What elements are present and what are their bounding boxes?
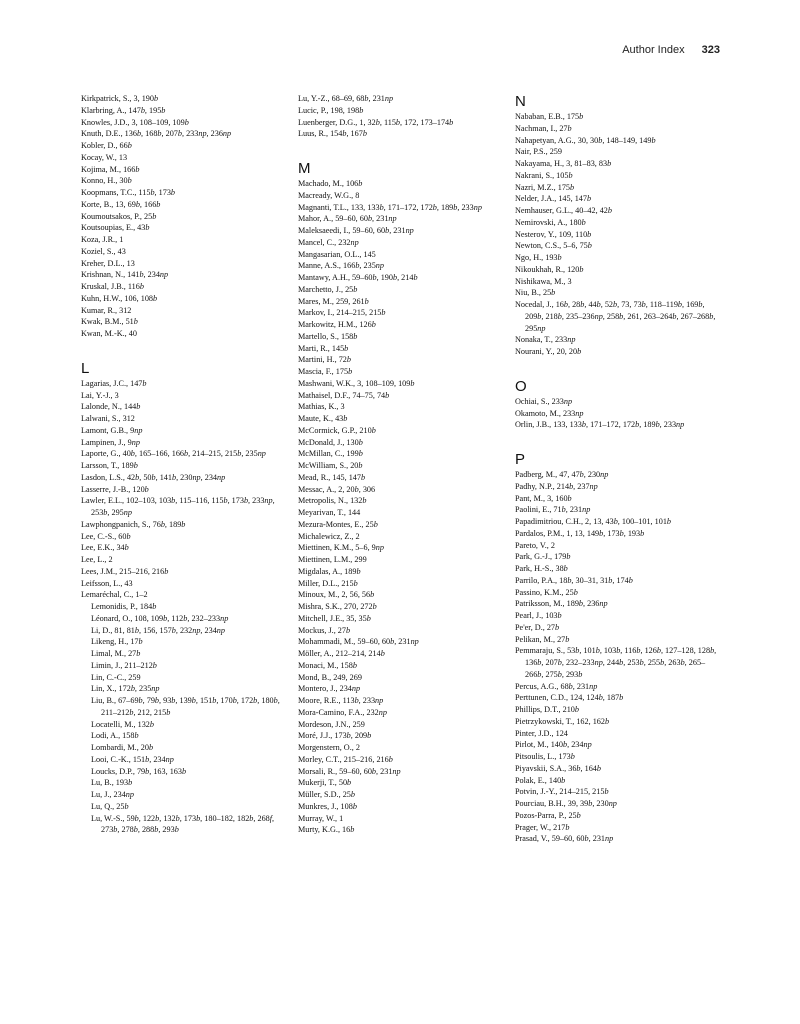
index-entry: McDonald, J., 130b [298, 437, 363, 447]
index-entry: Magnanti, T.L., 133, 133b, 171–172, 172b, 189b, 233np [298, 202, 482, 212]
index-entry: Nachman, I., 27b [515, 123, 572, 133]
index-entry: Lawler, E.L., 102–103, 103b, 115–116, 115b, 173b, 233np, 253b, 295np [81, 496, 275, 517]
index-entry: Nababan, E.B., 175b [515, 112, 584, 121]
index-column-3 [515, 93, 720, 845]
index-entry: Luenberger, D.G., 1, 32b, 115b, 172, 173–174b [298, 117, 454, 127]
index-entry: Pardalos, P.M., 1, 13, 149b, 173b, 193b [515, 528, 645, 538]
index-entry: Likeng, H., 17b [91, 637, 143, 647]
index-entry: Pinter, J.D., 124 [515, 728, 568, 738]
index-entry: Koziel, S., 43 [81, 246, 126, 256]
index-entry: Minoux, M., 2, 56, 56b [298, 590, 375, 600]
index-entry: Lin, C.-C., 259 [91, 672, 141, 682]
index-entry: Pearl, J., 103b [515, 611, 562, 620]
index-entry: Lee, L., 2 [81, 555, 113, 564]
index-section [298, 93, 503, 140]
index-section [81, 93, 286, 340]
index-entry: Moore, R.E., 113b, 233np [298, 696, 384, 705]
index-entry: Korte, B., 13, 69b, 166b [81, 199, 161, 209]
index-entry: Lu, J., 234np [91, 790, 134, 799]
index-entry: Mahor, A., 59–60, 60b, 231np [298, 214, 397, 224]
index-entry: Knowles, J.D., 3, 108–109, 109b [81, 117, 189, 127]
index-entry: Mitchell, J.E., 35, 35b [298, 613, 371, 623]
index-entry: Mohammadi, M., 59–60, 60b, 231np [298, 637, 419, 647]
index-entry: Nakayama, H., 3, 81–83, 83b [515, 159, 612, 168]
index-entry: Nourani, Y., 20, 20b [515, 347, 582, 356]
index-entry: Lemaréchal, C., 1–2 [81, 590, 148, 600]
index-entry: Limal, M., 27b [91, 649, 141, 658]
index-entry: Maleksaeedi, I., 59–60, 60b, 231np [298, 226, 414, 235]
index-entry: Miller, D.L., 215b [298, 578, 358, 588]
index-entry: Phillips, D.T., 210b [515, 705, 579, 714]
page-number: 323 [701, 44, 720, 56]
index-entry: Kirkpatrick, S., 3, 190b [81, 94, 159, 103]
index-entry: Mathias, K., 3 [298, 402, 345, 412]
index-entry: Lombardi, M., 20b [91, 743, 154, 752]
index-entry: Mordeson, J.N., 259 [298, 719, 365, 729]
index-entry: Michalewicz, Z., 2 [298, 531, 360, 541]
index-entry: Marti, R., 145b [298, 343, 349, 353]
index-entry: Mockus, J., 27b [298, 625, 351, 635]
index-entry: Kumar, R., 312 [81, 305, 132, 315]
index-entry: Kreher, D.L., 13 [81, 258, 135, 268]
index-entry: Lalonde, N., 144b [81, 402, 141, 412]
index-entry: Lee, E.K., 34b [81, 543, 129, 553]
index-entry: Nishikawa, M., 3 [515, 276, 572, 286]
index-entry: Meyarivan, T., 144 [298, 508, 361, 517]
index-entry: Migdalas, A., 189b [298, 566, 361, 576]
index-entry: Nair, P.S., 259 [515, 147, 562, 157]
index-entry: Nesterov, Y., 109, 110b [515, 229, 592, 239]
index-entry: Kobler, D., 66b [81, 141, 132, 150]
index-entry: Murray, W., 1 [298, 813, 344, 823]
index-entry: McCormick, G.P., 210b [298, 425, 376, 435]
index-entry: Koumoutsakos, P., 25b [81, 211, 157, 221]
index-entry: Mangasarian, O.L., 145 [298, 249, 376, 259]
index-entry: Kocay, W., 13 [81, 152, 128, 162]
running-head-title: Author Index [622, 44, 685, 56]
index-entry: Pitsoulis, L., 173b [515, 752, 575, 761]
index-entry: Mancel, C., 232np [298, 237, 359, 247]
index-entry: Mashwani, W.K., 3, 108–109, 109b [298, 378, 415, 388]
index-entry: Prager, W., 217b [515, 822, 570, 832]
index-entry: Lu, W.-S., 59b, 122b, 132b, 173b, 180–182, 182b, 268f, 273b, 278b, 288b, 293b [91, 813, 275, 835]
index-entry: Müller, S.D., 25b [298, 790, 355, 799]
index-entry: Nazri, M.Z., 175b [515, 182, 575, 192]
index-entry: Moré, J.J., 173b, 209b [298, 731, 372, 741]
index-entry: Munkres, J., 108b [298, 801, 357, 811]
index-entry: Li, D., 81, 81b, 156, 157b, 232np, 234np [91, 625, 225, 635]
index-entry: Padhy, N.P., 214b, 237np [515, 481, 598, 491]
index-entry: McWilliam, S., 20b [298, 461, 363, 470]
index-entry: Murty, K.G., 16b [298, 825, 355, 835]
index-entry: Looi, C.-K., 151b, 234np [91, 754, 174, 764]
index-section-o [515, 378, 720, 431]
index-section-m [298, 160, 503, 836]
index-entry: Kuhn, H.W., 106, 108b [81, 293, 158, 303]
index-entry: Patriksson, M., 189b, 236np [515, 599, 608, 609]
index-entry: Park, G.-J., 179b [515, 552, 571, 562]
index-entry: Lalwani, S., 312 [81, 414, 135, 423]
running-head [622, 44, 720, 56]
index-entry: Pelikan, M., 27b [515, 634, 570, 644]
section-letter: N [515, 93, 526, 110]
index-entry: Kwan, M.-K., 40 [81, 329, 137, 338]
index-entry: Larsson, T., 189b [81, 461, 138, 470]
index-entry: Ngo, H., 193b [515, 253, 562, 262]
index-entry: Passino, K.M., 25b [515, 587, 578, 597]
index-entry: Metropolis, N., 132b [298, 496, 367, 506]
index-entry: Klarbring, A., 147b, 195b [81, 105, 166, 115]
index-entry: Lu, B., 193b [91, 778, 133, 788]
index-entry: Park, H.-S., 38b [515, 564, 568, 573]
index-entry: Nemirovski, A., 180b [515, 217, 586, 227]
index-entry: Pourciau, B.H., 39, 39b, 230np [515, 799, 617, 808]
index-entry: Mantawy, A.H., 59–60b, 190b, 214b [298, 273, 418, 282]
index-entry: Montero, J., 234np [298, 684, 361, 694]
index-entry: Lu, Q., 25b [91, 801, 129, 811]
index-entry: Morgenstern, O., 2 [298, 743, 360, 752]
index-entry: Pemmaraju, S., 53b, 101b, 103b, 116b, 126b, 127–128, 128b, 136b, 207b, 232–233np, 244b, 253b, 255b, 263b, 265–266b, 275b, 293b [515, 646, 717, 679]
index-entry: Nemhauser, G.L., 40–42, 42b [515, 206, 612, 215]
index-entry: Pe'er, D., 27b [515, 622, 560, 632]
index-entry: Mora-Camino, F.A., 232np [298, 707, 387, 717]
index-entry: Ochiai, S., 233np [515, 396, 573, 406]
index-entry: Pirlot, M., 140b, 234np [515, 740, 592, 750]
index-entry: Léonard, O., 108, 109b, 112b, 232–233np [91, 613, 229, 623]
section-letter: M [298, 160, 311, 177]
index-entry: Mathaisel, D.F., 74–75, 74b [298, 390, 390, 400]
index-entry: Laporte, G., 40b, 165–166, 166b, 214–215, 215b, 235np [81, 449, 266, 459]
index-entry: Koopmans, T.C., 115b, 173b [81, 188, 176, 197]
section-letter: P [515, 451, 526, 468]
index-entry: Monaci, M., 158b [298, 660, 357, 670]
index-entry: Koza, J.R., 1 [81, 235, 124, 244]
index-entry: Lasdon, L.S., 42b, 50b, 141b, 230np, 234np [81, 472, 226, 482]
index-entry: Knuth, D.E., 136b, 168b, 207b, 233np, 236np [81, 129, 232, 139]
index-entry: Martini, H., 72b [298, 355, 351, 365]
index-entry: Pareto, V., 2 [515, 540, 555, 550]
index-entry: Pozos-Parra, P., 25b [515, 810, 581, 820]
index-entry: Liu, B., 67–69b, 79b, 93b, 139b, 151b, 170b, 172b, 180b, 211–212b, 212, 215b [91, 696, 280, 717]
index-entry: Mead, R., 145, 147b [298, 472, 366, 482]
index-entry: Leifsson, L., 43 [81, 578, 133, 588]
index-entry: Mezura-Montes, E., 25b [298, 519, 378, 529]
index-entry: Lin, X., 172b, 235np [91, 684, 160, 694]
index-entry: Mukerji, T., 50b [298, 778, 352, 788]
index-entry: Lasserre, J.-B., 120b [81, 484, 149, 494]
index-entry: Lu, Y.-Z., 68–69, 68b, 231np [298, 94, 394, 103]
index-entry: Krishnan, N., 141b, 234np [81, 270, 169, 280]
index-entry: Kojima, M., 166b [81, 164, 140, 174]
index-entry: Möller, A., 212–214, 214b [298, 649, 385, 658]
index-entry: Nakrani, S., 105b [515, 170, 573, 180]
index-entry: Luus, R., 154b, 167b [298, 129, 367, 139]
index-section-n [515, 93, 720, 358]
index-entry: Markowitz, H.M., 126b [298, 320, 376, 329]
index-entry: Prasad, V., 59–60, 60b, 231np [515, 834, 614, 844]
index-entry: Lai, Y.-J., 3 [81, 390, 119, 400]
index-entry: Niu, B., 25b [515, 288, 556, 298]
index-entry: Pant, M., 3, 160b [515, 493, 572, 503]
index-entry: Percus, A.G., 68b, 231np [515, 681, 598, 691]
index-entry: Nonaka, T., 233np [515, 335, 576, 345]
index-entry: Mares, M., 259, 261b [298, 296, 369, 306]
index-entry: Marchetto, J., 25b [298, 284, 358, 294]
index-entry: McMillan, C., 199b [298, 449, 363, 459]
index-entry: Nocedal, J., 16b, 28b, 44b, 52b, 73, 73b, 118–119b, 169b, 209b, 218b, 235–236np, 258b, 261, 263–264b, 267–268b, 295np [515, 300, 716, 333]
index-entry: Lucic, P., 198, 198b [298, 105, 364, 115]
index-entry: Lemonidis, P., 184b [91, 602, 157, 611]
index-entry: Nahapetyan, A.G., 30, 30b, 148–149, 149b [515, 135, 656, 145]
index-entry: Machado, M., 106b [298, 179, 363, 188]
index-entry: Martello, S., 158b [298, 331, 358, 341]
index-entry: Paolini, E., 71b, 231np [515, 505, 591, 515]
index-entry: Mond, B., 249, 269 [298, 672, 362, 682]
index-entry: Loucks, D.P., 79b, 163, 163b [91, 766, 187, 776]
index-entry: Konno, H., 30b [81, 176, 132, 186]
index-entry: Morsali, R., 59–60, 60b, 231np [298, 766, 401, 776]
index-entry: Markov, I., 214–215, 215b [298, 308, 386, 318]
index-entry: Piyavskii, S.A., 36b, 164b [515, 763, 601, 773]
section-letter: L [81, 359, 90, 377]
index-entry: Lamont, G.B., 9np [81, 425, 143, 435]
index-entry: Parrilo, P.A., 18b, 30–31, 31b, 174b [515, 575, 633, 585]
index-section-p [515, 451, 720, 845]
index-entry: Kruskal, J.B., 116b [81, 282, 144, 291]
index-entry: Limin, J., 211–212b [91, 660, 157, 670]
index-entry: Lees, J.M., 215–216, 216b [81, 566, 169, 576]
index-entry: Lawphongpanich, S., 76b, 189b [81, 519, 186, 529]
index-entry: Perttunen, C.D., 124, 124b, 187b [515, 693, 624, 703]
index-entry: Miettinen, K.M., 5–6, 9np [298, 543, 384, 553]
index-entry: Nelder, J.A., 145, 147b [515, 194, 592, 204]
index-entry: Morley, C.T., 215–216, 216b [298, 754, 393, 764]
index-entry: Lampinen, J., 9np [81, 437, 140, 447]
section-letter: O [515, 377, 527, 395]
index-entry: Polak, E., 140b [515, 775, 566, 785]
index-entry: Kwak, B.M., 51b [81, 317, 138, 327]
index-entry: Locatelli, M., 132b [91, 719, 154, 729]
index-entry: Koutsoupias, E., 43b [81, 223, 150, 233]
index-entry: Manne, A.S., 166b, 235np [298, 261, 384, 271]
index-entry: Lagarias, J.C., 147b [81, 378, 147, 388]
index-entry: Maute, K., 43b [298, 414, 348, 423]
index-entry: Papadimitriou, C.H., 2, 13, 43b, 100–101, 101b [515, 517, 672, 526]
index-entry: Lodi, A., 158b [91, 731, 139, 741]
index-entry: Nikoukhah, R., 120b [515, 264, 584, 274]
index-entry: Lee, C.-S., 60b [81, 531, 131, 541]
index-entry: Orlin, J.B., 133, 133b, 171–172, 172b, 189b, 233np [515, 420, 685, 430]
index-entry: Messac, A., 2, 20b, 306 [298, 484, 376, 494]
index-entry: Mishra, S.K., 270, 272b [298, 602, 377, 611]
index-entry: Pietrzykowski, T., 162, 162b [515, 716, 610, 726]
index-entry: Macready, W.G., 8 [298, 190, 360, 200]
index-entry: Padberg, M., 47, 47b, 230np [515, 470, 609, 479]
index-section-l [81, 360, 286, 836]
index-column-2 [298, 93, 503, 836]
index-entry: Miettinen, L.M., 299 [298, 555, 367, 564]
index-column-1 [81, 93, 286, 836]
index-entry: Potvin, J.-Y., 214–215, 215b [515, 787, 609, 797]
index-entry: Newton, C.S., 5–6, 75b [515, 241, 592, 251]
index-entry: Mascia, F., 175b [298, 367, 353, 376]
index-entry: Okamoto, M., 233np [515, 408, 584, 418]
